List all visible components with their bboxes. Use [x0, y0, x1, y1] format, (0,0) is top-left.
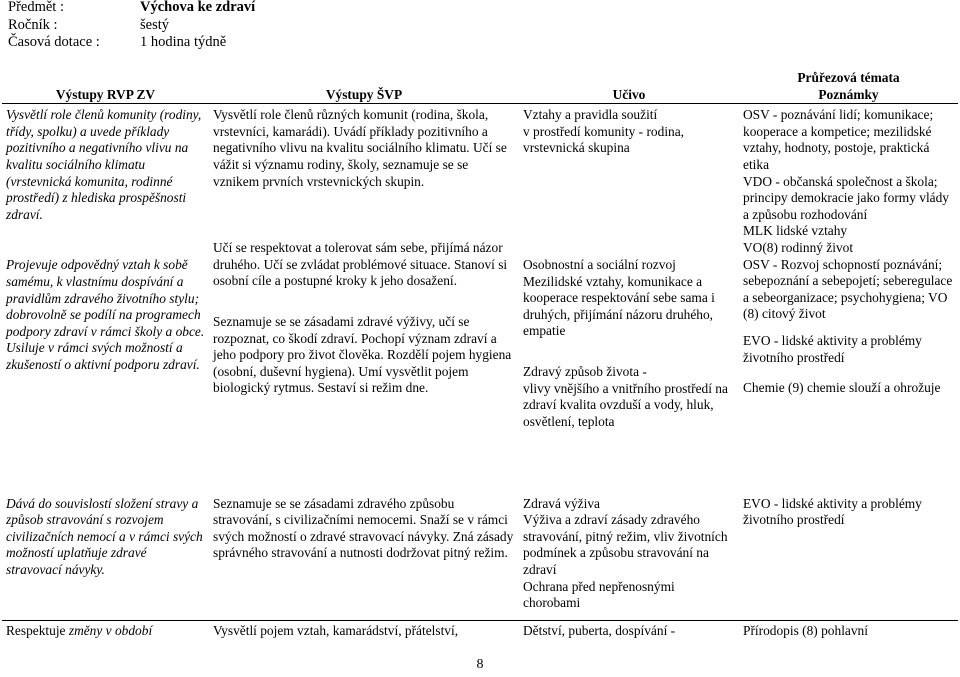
temata-text: VO(8) rodinný život — [743, 239, 854, 255]
ucivo-cell — [519, 621, 739, 640]
ucivo-text: Mezilidské vztahy, komunikace a kooperace respektování sebe sama i druhých, přijímání názoru druhého, empatie — [523, 273, 715, 339]
rvp-cell — [2, 621, 209, 640]
svp-cell — [209, 621, 519, 640]
time-label: Časová dotace : — [8, 34, 100, 50]
ucivo-text: Vztahy a pravidla soužití — [523, 107, 658, 123]
svp-cell — [209, 484, 519, 621]
svp-text: Vysvětlí pojem vztah, kamarádství, přátelství, — [213, 623, 459, 639]
temata-cell — [739, 621, 958, 640]
header-temata-title: Průřezová témata — [797, 70, 900, 85]
document-header — [8, 0, 255, 52]
page-number: 8 — [476, 657, 484, 672]
temata-text: OSV - poznávání lidí; komunikace; kooperace a kompetice; mezilidské vztahy, hodnoty, postoje, praktická etika — [743, 107, 934, 172]
grade-label: Ročník : — [8, 16, 58, 33]
temata-cell — [739, 484, 958, 621]
ucivo-text: Ochrana před nepřenosnými chorobami — [523, 578, 675, 611]
temata-text: EVO - lidské aktivity a problémy životního prostředí — [743, 332, 922, 365]
ucivo-text: Výživa a zdraví zásady zdravého stravování, pitný režim, vliv životních podmínek a způsobu stravování na zdraví — [523, 512, 728, 578]
table-row — [2, 621, 958, 640]
header-ucivo: Učivo — [519, 70, 739, 104]
ucivo-cell — [519, 104, 739, 484]
time-value: 1 hodina týdně — [140, 34, 227, 50]
curriculum-table — [2, 70, 958, 640]
table-row — [2, 104, 958, 484]
rvp-text: Respektuje změny v období — [6, 623, 153, 639]
ucivo-text: vlivy vnějšího a vnitřního prostředí na zdraví kvalita ovzduší a vody, hluk, osvětlení, teplota — [523, 380, 728, 429]
ucivo-text: Osobnostní a sociální rozvoj — [523, 256, 676, 272]
svp-text: Seznamuje se se zásadami zdravé výživy, učí se rozpoznat, co škodí zdraví. Pochopí význam zdraví a jeho podpory pro život člověka. Rozdělí pojem hygiena (osobní, duševní hygiena). Umí vysvětlit pojem biologický rytmus. Sestaví si režim dne. — [213, 313, 512, 396]
rvp-text: Usiluje v rámci svých možností a zkušeností o aktivní podporu zdraví. — [6, 340, 200, 372]
header-temata — [739, 70, 958, 104]
temata-cell — [739, 104, 958, 484]
temata-text: EVO - lidské aktivity a problémy životního prostředí — [743, 495, 922, 528]
ucivo-text: Dětství, puberta, dospívání - — [523, 623, 676, 639]
svp-text: Vysvětlí role členů různých komunit (rodina, škola, vrstevníci, kamarádi). Uvádí příklady pozitivního a negativního vlivu na kvalitu sociálního klimatu. Učí se vážit si významu rodiny, školy, seznamuje se se vznikem prvních vrstevnických skupin. — [213, 107, 507, 189]
grade-value: šestý — [140, 16, 169, 33]
table-row — [2, 484, 958, 621]
ucivo-cell — [519, 484, 739, 621]
temata-text: Chemie (9) chemie slouží a ohrožuje — [743, 380, 941, 396]
temata-text: VDO - občanská společnost a škola; principy demokracie jako formy vlády a způsobu rozhodování — [743, 173, 949, 222]
rvp-text: Projevuje odpovědný vztah k sobě samému, k vlastnímu dospívání a pravidlům zdravého životního stylu; dobrovolně se podílí na programech podpory zdraví v rámci školy a obce. — [6, 257, 205, 339]
header-rvp: Výstupy RVP ZV — [2, 70, 209, 104]
temata-text: OSV - Rozvoj schopností poznávání; sebepoznání a sebepojetí; seberegulace a sebeorganizace; psychohygiena; VO (8) citový život — [743, 256, 953, 322]
ucivo-text: v prostředí komunity - rodina, vrstevnická skupina — [523, 123, 685, 156]
subject-value: Výchova ke zdraví — [140, 0, 256, 15]
rvp-text: Dává do souvislostí složení stravy a způsob stravování s rozvojem civilizačních nemocí a v rámci svých možností uplatňuje zdravé stravovací návyky. — [6, 495, 203, 578]
temata-text: Přírodopis (8) pohlavní — [743, 623, 868, 639]
ucivo-text: Zdravý způsob života - — [523, 363, 647, 379]
rvp-cell — [2, 104, 209, 484]
svp-text: Učí se respektovat a tolerovat sám sebe, přijímá názor druhého. Učí se zvládat problémové situace. Stanoví si osobní cíle a postupné kroky k jeho dosažení. — [213, 240, 508, 289]
header-svp: Výstupy ŠVP — [209, 70, 519, 104]
temata-text: MLK lidské vztahy — [743, 223, 848, 239]
svp-text: Seznamuje se se zásadami zdravého způsobu stravování, s civilizačními nemocemi. Snaží se v rámci svých možností o zdravé stravovací návyky. Zná zásady správného stravování a nutnosti dodržovat pitný režim. — [213, 495, 514, 561]
svp-cell — [209, 104, 519, 484]
ucivo-text: Zdravá výživa — [523, 495, 600, 511]
rvp-cell — [2, 484, 209, 621]
rvp-text: Vysvětlí role členů komunity (rodiny, třídy, spolku) a uvede příklady pozitivního a negativního vlivu na kvalitu sociálního klimatu (vrstevnická komunita, rodinné prostředí) z hlediska prospěšnosti zdraví. — [6, 107, 202, 222]
header-temata-notes: Poznámky — [818, 86, 879, 102]
subject-label: Předmět : — [8, 0, 64, 15]
